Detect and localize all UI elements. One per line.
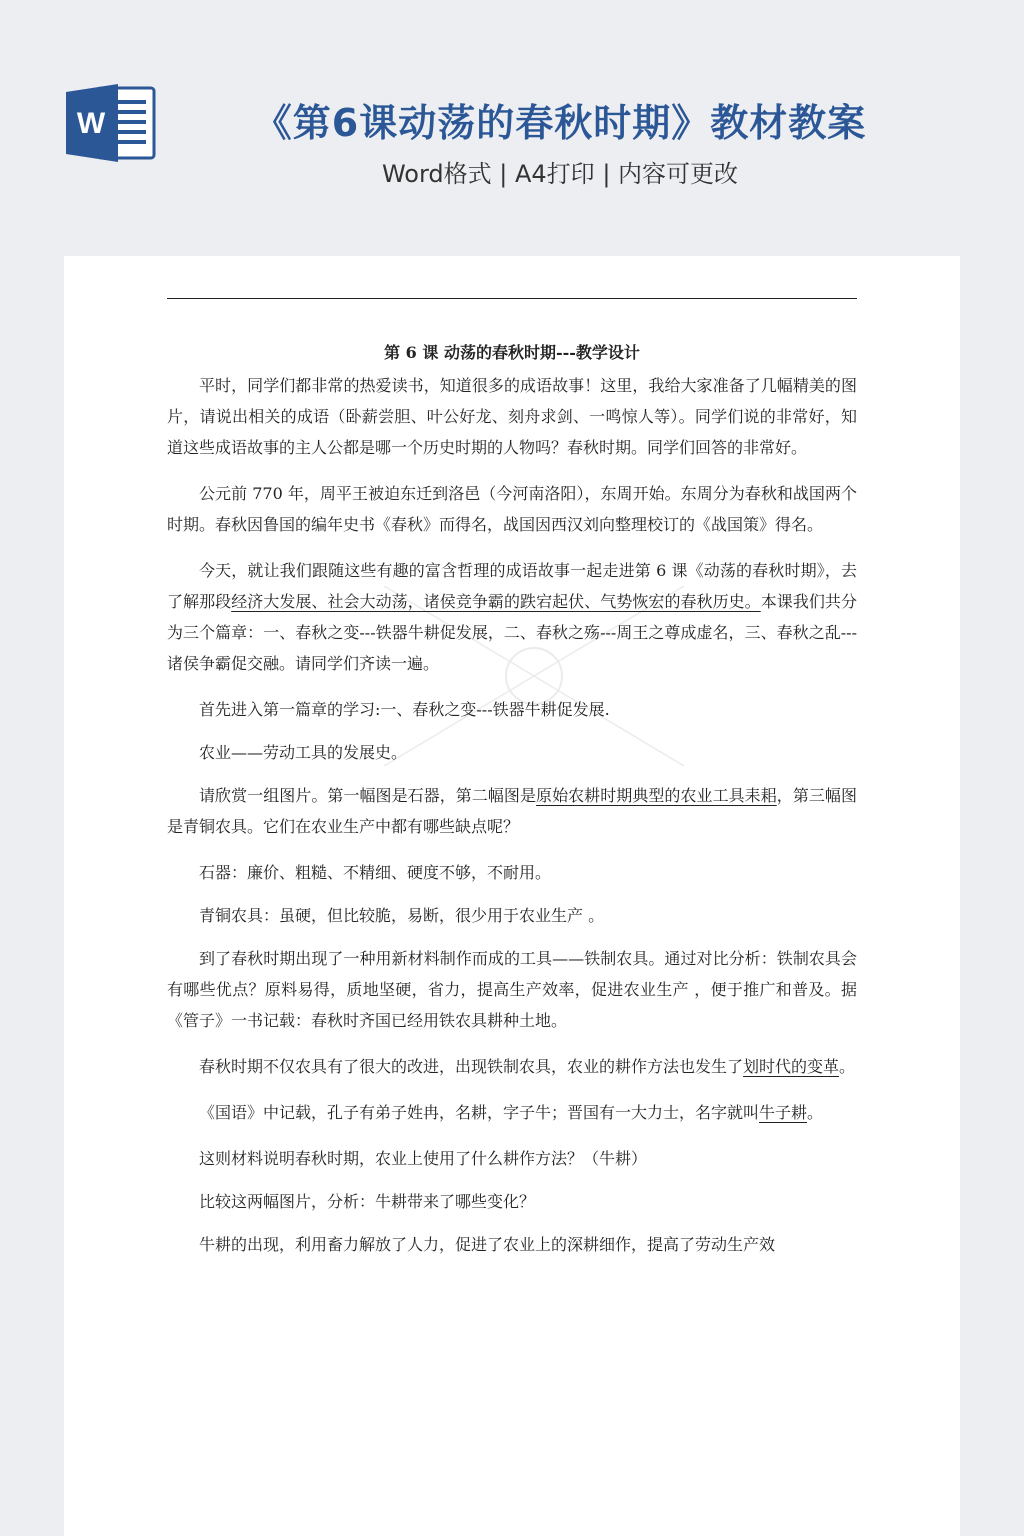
paragraph-bronze-tools: 青铜农具：虽硬，但比较脆，易断，很少用于农业生产 。 xyxy=(199,906,605,925)
paragraph-iron-tools: 到了春秋时期出现了一种用新材料制作而成的工具——铁制农具。通过对比分析：铁制农具会有哪些优点？原料易得，质地坚硬，省力，提高生产效率，促进农业生产 ，便于推广和普及。据《管子》一书记载：春秋时齐国已经用铁农具耕种土地。 xyxy=(167,949,857,1030)
document-title: 《第6课动荡的春秋时期》教材教案 xyxy=(253,101,867,145)
paragraph-text: 春秋时期不仅农具有了很大的改进，出现铁制农具，农业的耕作方法也发生了 xyxy=(199,1057,744,1076)
underlined-text: 划时代的变革 xyxy=(743,1057,840,1076)
paragraph-lesson-overview xyxy=(167,555,857,679)
underlined-text: 原始农耕时期典型的农业工具耒耜 xyxy=(536,786,777,805)
paragraph-question-ox: 这则材料说明春秋时期，农业上使用了什么耕作方法？（牛耕） xyxy=(199,1149,648,1168)
paragraph-stone-tools: 石器：廉价、粗糙、不精细、硬度不够，不耐用。 xyxy=(199,863,552,882)
paragraph-chapter-one: 首先进入第一篇章的学习:一、春秋之变---铁器牛耕促发展. xyxy=(199,700,610,719)
paragraph-eastern-zhou: 公元前 770 年，周平王被迫东迁到洛邑（今河南洛阳），东周开始。东周分为春秋和战国两个时期。春秋因鲁国的编年史书《春秋》而得名，战国因西汉刘向整理校订的《战国策》得名。 xyxy=(167,484,857,534)
underlined-text: 经济大发展、社会大动荡，诸侯竞争霸的跌宕起伏、气势恢宏的春秋历史。 xyxy=(231,592,761,611)
lesson-title: 第 6 课 动荡的春秋时期---教学设计 xyxy=(384,343,640,362)
paragraph-text: 《国语》中记载，孔子有弟子姓冉，名耕，字子牛；晋国有一大力士，名字就叫 xyxy=(199,1103,760,1122)
word-icon xyxy=(64,82,156,164)
paragraph-compare: 比较这两幅图片，分析：牛耕带来了哪些变化？ xyxy=(199,1192,536,1211)
paragraph-text: 请欣赏一组图片。第一幅图是石器，第二幅图是 xyxy=(199,786,537,805)
paragraph-farming-change xyxy=(167,1051,857,1082)
underlined-text: 牛子耕 xyxy=(759,1103,808,1122)
paragraph-intro: 平时，同学们都非常的热爱读书，知道很多的成语故事！这里，我给大家准备了几幅精美的图片，请说出相关的成语（卧薪尝胆、叶公好龙、刻舟求剑、一鸣惊人等）。同学们说的非常好，知道这些成语故事的主人公都是哪一个历史时期的人物吗？春秋时期。同学们回答的非常好。 xyxy=(167,376,857,457)
paragraph-guoyu xyxy=(167,1097,857,1128)
paragraph-text: ，第三幅图是青铜农具。它们在农业生产中都有哪些缺点呢？ xyxy=(167,786,857,836)
paragraph-text: 。 xyxy=(839,1057,856,1076)
paragraph-ox-plough: 牛耕的出现，利用畜力解放了人力，促进了农业上的深耕细作，提高了劳动生产效 xyxy=(199,1235,776,1254)
header-banner xyxy=(0,0,1024,256)
paragraph-text: 。 xyxy=(807,1103,824,1122)
document-subtitle: Word格式 | A4打印 | 内容可更改 xyxy=(381,160,739,188)
document-page xyxy=(64,256,960,1536)
paragraph-agriculture: 农业——劳动工具的发展史。 xyxy=(199,743,408,762)
document-body xyxy=(167,340,857,1272)
paragraph-text: 今天，就让我们跟随这些有趣的富含哲理的成语故事一起走进第 6 课《动荡的春秋时期》，去了解那段 xyxy=(167,561,857,611)
header-rule xyxy=(167,298,857,299)
paragraph-images xyxy=(167,780,857,842)
paragraph-text: 本课我们共分为三个篇章：一、春秋之变---铁器牛耕促发展，二、春秋之殇---周王之尊成虚名，三、春秋之乱---诸侯争霸促交融。请同学们齐读一遍。 xyxy=(167,592,857,673)
svg-text:W: W xyxy=(76,107,106,140)
